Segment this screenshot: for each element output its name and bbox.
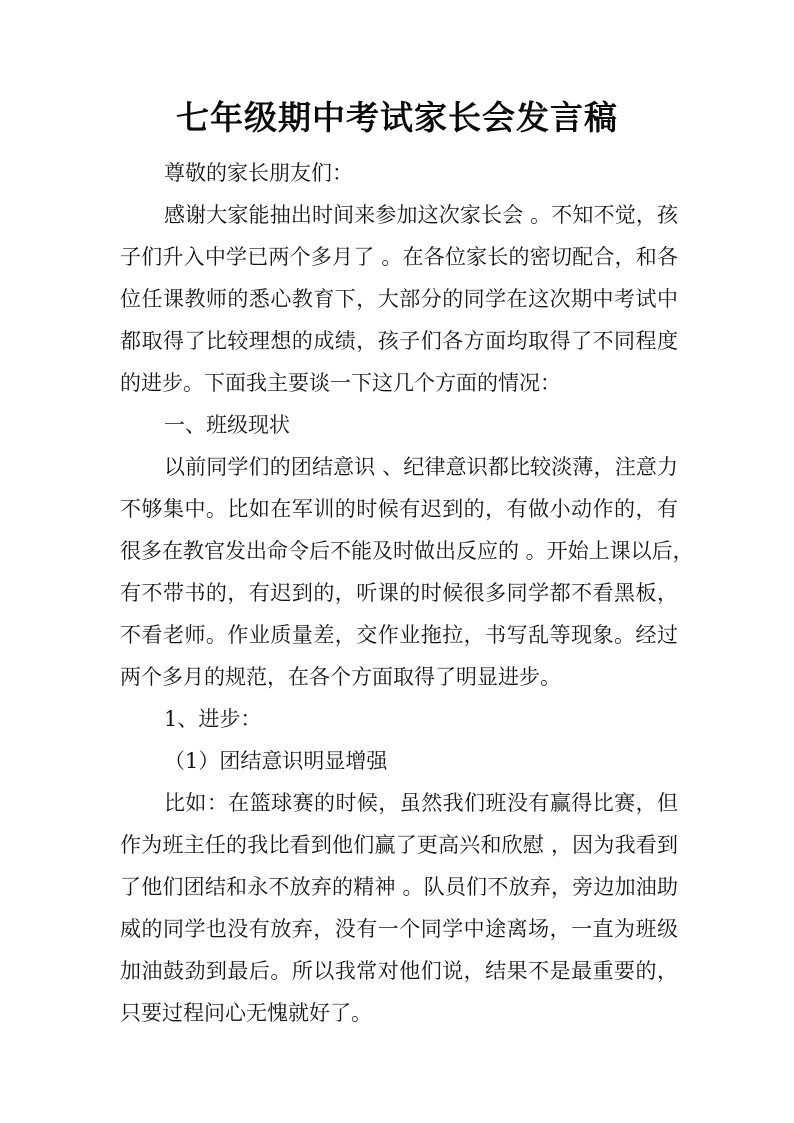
section-body-line: 很多在教官发出命令后不能及时做出反应的 。开始上课以后，	[120, 539, 694, 563]
item-body-line: 比如：在篮球赛的时候，虽然我们班没有赢得比赛，但	[164, 791, 678, 815]
intro-line: 位任课教师的悉心教育下，大部分的同学在这次期中考试中	[120, 287, 678, 311]
intro-line: 的进步。下面我主要谈一下这几个方面的情况：	[120, 371, 561, 395]
intro-line: 子们升入中学已两个多月了 。在各位家长的密切配合，和各	[120, 245, 678, 269]
section-heading: 一、班级现状	[164, 413, 290, 437]
section-body-line: 两个多月的规范，在各个方面取得了明显进步。	[120, 665, 561, 689]
subsection-heading: 1、进步：	[164, 707, 262, 731]
item-body-line: 只要过程问心无愧就好了。	[120, 1001, 372, 1025]
document-title: 七年级期中考试家长会发言稿	[176, 98, 618, 137]
intro-line: 感谢大家能抽出时间来参加这次家长会 。不知不觉，孩	[164, 203, 678, 227]
section-body-line: 有不带书的，有迟到的，听课的时候很多同学都不看黑板，	[120, 581, 678, 605]
intro-line: 都取得了比较理想的成绩，孩子们各方面均取得了不同程度	[120, 329, 678, 353]
item-body-line: 威的同学也没有放弃，没有一个同学中途离场，一直为班级	[120, 917, 678, 941]
item-heading: （1）团结意识明显增强	[164, 749, 388, 773]
greeting: 尊敬的家长朋友们：	[164, 161, 353, 185]
section-body-line: 不够集中。比如在军训的时候有迟到的，有做小动作的，有	[120, 497, 678, 521]
item-body-line: 加油鼓劲到最后。所以我常对他们说，结果不是最重要的，	[120, 959, 678, 983]
item-body-line: 了他们团结和永不放弃的精神 。队员们不放弃，旁边加油助	[120, 875, 678, 899]
section-body-line: 不看老师。作业质量差，交作业拖拉，书写乱等现象。经过	[120, 623, 678, 647]
section-body-line: 以前同学们的团结意识 、纪律意识都比较淡薄，注意力	[164, 455, 678, 479]
item-body-line: 作为班主任的我比看到他们赢了更高兴和欣慰 ，因为我看到	[120, 833, 678, 857]
